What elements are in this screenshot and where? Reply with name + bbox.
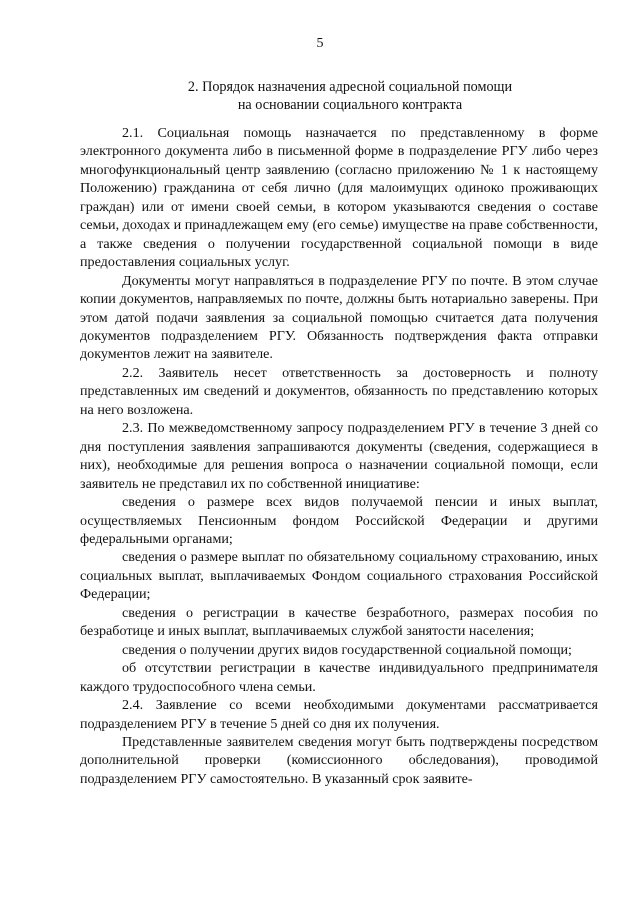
list-item-unemployment-info: сведения о регистрации в качестве безработного, размерах пособия по безработице и иных выплат, выплачиваемых службой занятости населения; (80, 604, 598, 640)
section-title-line-1: 2. Порядок назначения адресной социальной помощи (187, 79, 513, 95)
body-text (80, 124, 598, 788)
paragraph-2-2: 2.2. Заявитель несет ответственность за достоверность и полноту представленных им сведений и документов, обязанность по представлению которых на него возложена. (80, 364, 598, 418)
paragraph-verification: Представленные заявителем сведения могут быть подтверждены посредством дополнительной проверки (комиссионного обследования), проводимой подразделением РГУ самостоятельно. В указанный срок заявите- (80, 733, 598, 787)
list-item-entrepreneur-info: об отсутствии регистрации в качестве индивидуального предпринимателя каждого трудоспособного члена семьи. (80, 660, 598, 695)
paragraph-postal-documents: Документы могут направляться в подразделение РГУ по почте. В этом случае копии документов, направляемых по почте, должны быть нотариально заверены. При этом датой подачи заявления за социальной помощью считается дата получения документов подразделением РГУ. Обязанность подтверждения факта отправки документов лежит на заявителе. (80, 272, 598, 363)
list-item-social-insurance-info: сведения о размере выплат по обязательному социальному страхованию, иных социальных выплат, выплачиваемых Фондом социального страхования Российской Федерации; (80, 549, 598, 603)
page-number: 5 (316, 36, 324, 51)
paragraph-2-1: 2.1. Социальная помощь назначается по представленному в форме электронного документа либо в письменной форме в подразделение РГУ либо через многофункциональный центр заявлению (согласно приложению № 1 к настоящему Положению) гражданина от себя лично (для малоимущих одиноко проживающих граждан) или от имени своей семьи, в котором указываются сведения о составе семьи, доходах и принадлежащем ему (его семье) имуществе на праве собственности, а также сведения о получении государственной социальной помощи в виде предоставления социальных услуг. (80, 125, 598, 271)
list-item-pension-info: сведения о размере всех видов получаемой пенсии и иных выплат, осуществляемых Пенсионным фондом Российской Федерации и другими федеральными органами; (80, 494, 598, 547)
section-title (100, 78, 600, 114)
paragraph-2-4: 2.4. Заявление со всеми необходимыми документами рассматривается подразделением РГУ в течение 5 дней со дня их получения. (80, 697, 598, 732)
paragraph-2-3: 2.3. По межведомственному запросу подразделением РГУ в течение 3 дней со дня поступления заявления запрашиваются документы (сведения, содержащиеся в них), необходимые для решения вопроса о назначении социальной помощи, если заявитель не представил их по собственной инициативе: (80, 420, 598, 492)
section-title-line-2: на основании социального контракта (237, 97, 463, 113)
list-item-state-assistance-info: сведения о получении других видов государственной социальной помощи; (122, 641, 572, 658)
